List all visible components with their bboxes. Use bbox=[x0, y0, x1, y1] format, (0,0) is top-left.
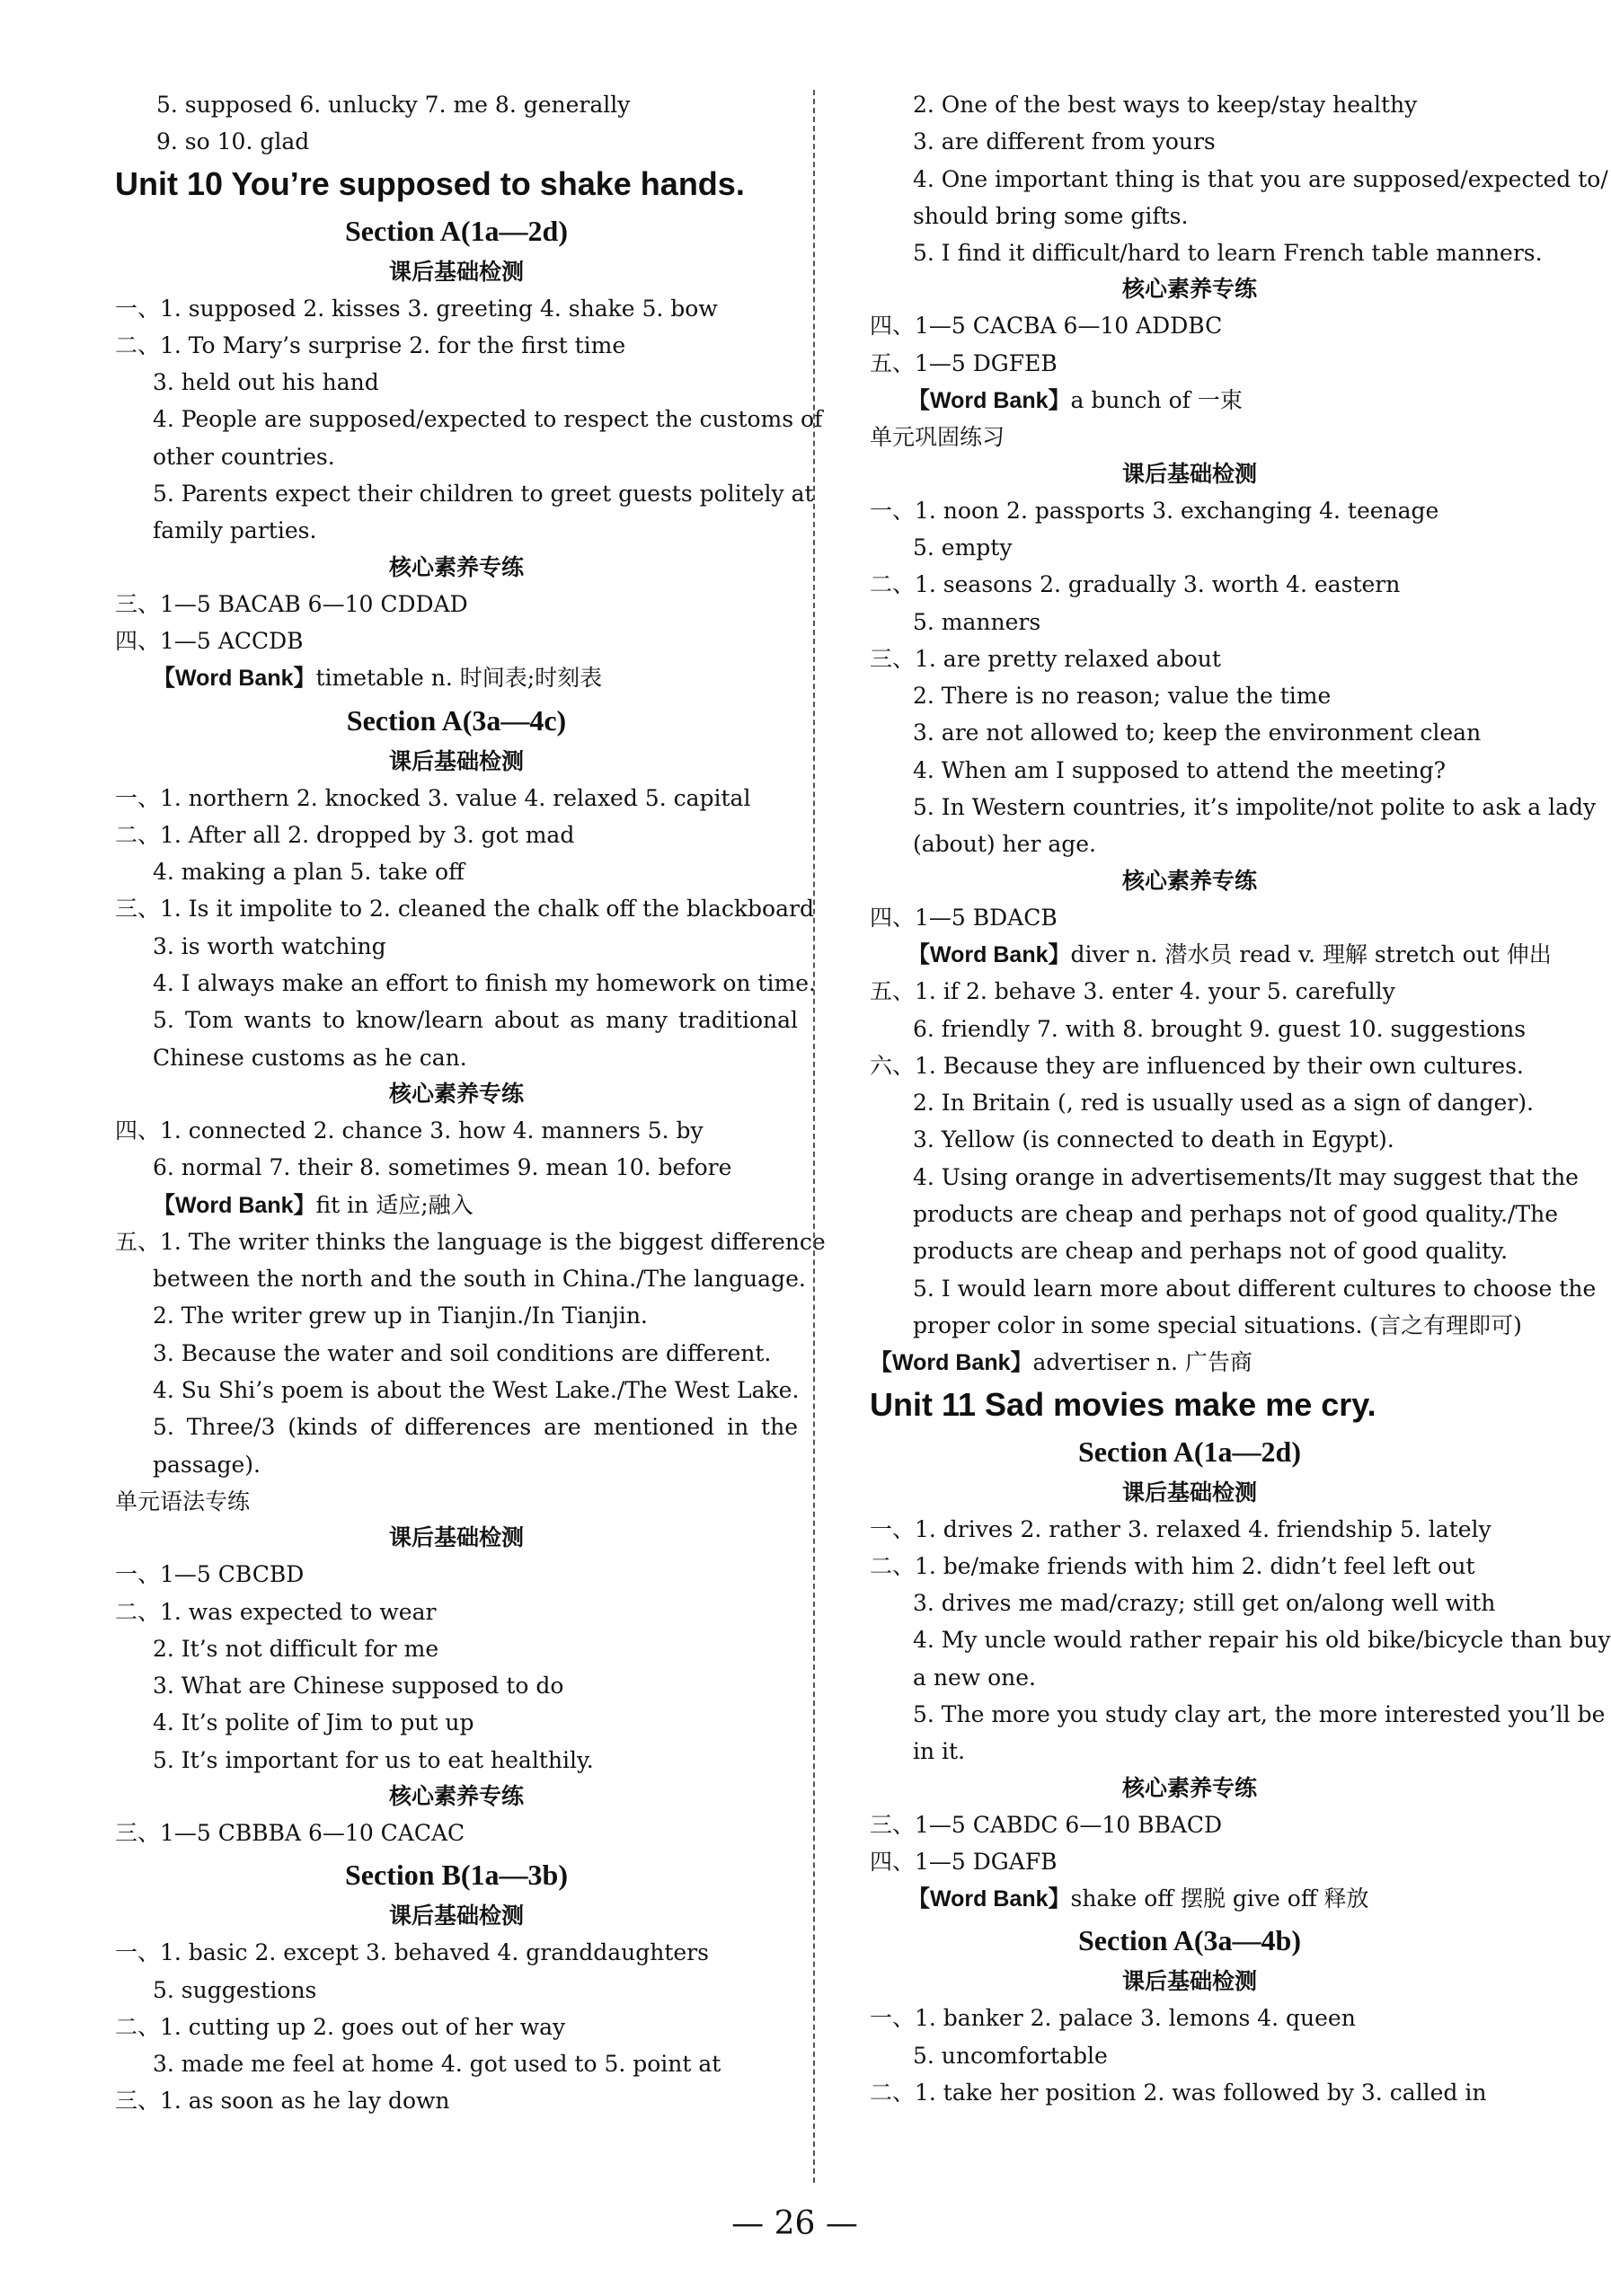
answer-line: 5. Three/3 (kinds of differences are mentioned in the bbox=[153, 1414, 798, 1441]
word-bank-entry: fit in 适应;融入 bbox=[315, 1191, 474, 1218]
answer-line: 4. My uncle would rather repair his old bike/bicycle than buy bbox=[913, 1627, 1611, 1654]
answer-line: 2. In Britain (, red is usually used as a sign of danger). bbox=[913, 1090, 1534, 1117]
answer-line: 一、1. banker 2. palace 3. lemons 4. queen bbox=[870, 2005, 1356, 2032]
subsection-heading: 课后基础检测 bbox=[388, 1524, 524, 1551]
subsection-heading: 课后基础检测 bbox=[388, 747, 524, 774]
answer-line: should bring some gifts. bbox=[913, 202, 1189, 229]
answer-line: 单元巩固练习 bbox=[870, 424, 1005, 451]
word-bank-entry: timetable n. 时间表;时刻表 bbox=[315, 665, 603, 692]
answer-line: family parties. bbox=[153, 517, 317, 544]
answer-line: passage). bbox=[153, 1451, 261, 1478]
answer-line: 二、1. be/make friends with him 2. didn’t feel left out bbox=[870, 1552, 1475, 1579]
answer-line: 六、1. Because they are influenced by their own cultures. bbox=[870, 1052, 1524, 1079]
word-bank-label: 【Word Bank】 bbox=[870, 1350, 1033, 1376]
answer-line: 9. so 10. glad bbox=[156, 128, 310, 155]
answer-line: 2. It’s not difficult for me bbox=[153, 1635, 439, 1662]
answer-line: 5. In Western countries, it’s impolite/not polite to ask a lady bbox=[913, 794, 1597, 821]
word-bank-line bbox=[115, 659, 798, 696]
answer-line: 5. supposed 6. unlucky 7. me 8. generally bbox=[156, 92, 631, 118]
word-bank-label: 【Word Bank】 bbox=[907, 1886, 1071, 1912]
word-bank-label: 【Word Bank】 bbox=[907, 388, 1071, 414]
answer-line: 5. It’s important for us to eat healthily. bbox=[153, 1746, 594, 1773]
answer-line: 3. are not allowed to; keep the environment clean bbox=[913, 720, 1482, 746]
answer-line: 二、1. cutting up 2. goes out of her way bbox=[115, 2013, 566, 2040]
answer-line: 一、1. noon 2. passports 3. exchanging 4. teenage bbox=[870, 497, 1439, 524]
word-bank-entry: shake off 摆脱 give off 释放 bbox=[1070, 1885, 1369, 1912]
section-heading: Section A(1a—2d) bbox=[1078, 1435, 1301, 1468]
answer-line: products are cheap and perhaps not of good quality./The bbox=[913, 1201, 1559, 1228]
right-column bbox=[870, 86, 1611, 2111]
answer-line: 3. Because the water and soil conditions are different. bbox=[153, 1339, 772, 1366]
answer-line: 3. are different from yours bbox=[913, 128, 1216, 155]
column-divider bbox=[813, 90, 815, 2183]
answer-line: other countries. bbox=[153, 443, 335, 470]
answer-line: 3. made me feel at home 4. got used to 5. point at bbox=[153, 2051, 721, 2078]
unit-heading: Unit 11 Sad movies make me cry. bbox=[870, 1385, 1376, 1423]
answer-line: 四、1—5 CACBA 6—10 ADDBC bbox=[870, 313, 1223, 340]
left-column bbox=[115, 86, 826, 2120]
answer-line: 5. suggestions bbox=[153, 1976, 317, 2003]
section-heading: Section B(1a—3b) bbox=[345, 1859, 568, 1892]
word-bank-label: 【Word Bank】 bbox=[153, 666, 316, 692]
answer-line: 4. It’s polite of Jim to put up bbox=[153, 1709, 474, 1736]
answer-line: 3. drives me mad/crazy; still get on/along well with bbox=[913, 1590, 1496, 1617]
answer-line: in it. bbox=[913, 1738, 966, 1765]
answer-line: (about) her age. bbox=[913, 831, 1097, 858]
answer-line: 5. empty bbox=[913, 534, 1013, 561]
subsection-heading: 核心素养专练 bbox=[1121, 1774, 1257, 1801]
subsection-heading: 课后基础检测 bbox=[1121, 1479, 1257, 1506]
answer-line: 5. Parents expect their children to greet guests politely at bbox=[153, 481, 814, 508]
answer-line: 4. I always make an effort to finish my homework on time. bbox=[153, 970, 816, 997]
answer-line: 2. There is no reason; value the time bbox=[913, 683, 1332, 710]
answer-line: 2. One of the best ways to keep/stay healthy bbox=[913, 92, 1418, 118]
answer-line: 4. One important thing is that you are supposed/expected to/ bbox=[913, 165, 1608, 192]
answer-line: between the north and the south in China./The language. bbox=[153, 1266, 806, 1293]
answer-line: 二、1. take her position 2. was followed by 3. called in bbox=[870, 2080, 1487, 2106]
answer-line: 一、1. northern 2. knocked 3. value 4. relaxed 5. capital bbox=[115, 784, 751, 811]
answer-line: 2. The writer grew up in Tianjin./In Tianjin. bbox=[153, 1303, 648, 1329]
answer-line: 4. making a plan 5. take off bbox=[153, 859, 465, 886]
word-bank-line bbox=[870, 936, 1552, 973]
subsection-heading: 课后基础检测 bbox=[388, 258, 524, 285]
subsection-heading: 课后基础检测 bbox=[1121, 460, 1257, 487]
answer-line: 一、1. supposed 2. kisses 3. greeting 4. shake 5. bow bbox=[115, 295, 718, 322]
answer-line: 一、1—5 CBCBD bbox=[115, 1561, 305, 1588]
word-bank-line bbox=[115, 1187, 798, 1223]
word-bank-line bbox=[870, 382, 1509, 419]
subsection-heading: 课后基础检测 bbox=[388, 1903, 524, 1930]
answer-line: 4. When am I supposed to attend the meeting? bbox=[913, 756, 1447, 783]
answer-line: 3. What are Chinese supposed to do bbox=[153, 1673, 564, 1700]
subsection-heading: 核心素养专练 bbox=[1121, 276, 1257, 303]
subsection-heading: 课后基础检测 bbox=[1121, 1968, 1257, 1995]
answer-line: 二、1. To Mary’s surprise 2. for the first time bbox=[115, 331, 626, 358]
section-heading: Section A(1a—2d) bbox=[345, 214, 568, 247]
answer-line: 单元语法专练 bbox=[115, 1488, 251, 1514]
subsection-heading: 核心素养专练 bbox=[388, 1080, 524, 1107]
answer-line: 5. uncomfortable bbox=[913, 2042, 1108, 2069]
word-bank-label: 【Word Bank】 bbox=[907, 941, 1071, 967]
unit-heading: Unit 10 You’re supposed to shake hands. bbox=[115, 164, 745, 202]
answer-line: 一、1. drives 2. rather 3. relaxed 4. friendship 5. lately bbox=[870, 1515, 1492, 1542]
answer-line: 4. People are supposed/expected to respect the customs of bbox=[153, 406, 823, 433]
answer-line: 6. normal 7. their 8. sometimes 9. mean 10. before bbox=[153, 1154, 732, 1181]
subsection-heading: 核心素养专练 bbox=[1121, 867, 1257, 894]
answer-line: 三、1. are pretty relaxed about bbox=[870, 645, 1221, 672]
page-number: — 26 — bbox=[731, 2205, 858, 2242]
answer-line: 5. I would learn more about different cultures to choose the bbox=[913, 1275, 1597, 1302]
answer-line: 五、1. if 2. behave 3. enter 4. your 5. carefully bbox=[870, 978, 1395, 1005]
answer-line: 5. Tom wants to know/learn about as many traditional bbox=[153, 1007, 798, 1034]
answer-line: 三、1. Is it impolite to 2. cleaned the chalk off the blackboard bbox=[115, 896, 814, 923]
answer-line: 四、1. connected 2. chance 3. how 4. manners 5. by bbox=[115, 1117, 704, 1144]
answer-line: proper color in some special situations. (言之有理即可) bbox=[913, 1311, 1522, 1338]
answer-line: 4. Using orange in advertisements/It may suggest that the bbox=[913, 1163, 1579, 1190]
word-bank-entry: advertiser n. 广告商 bbox=[1032, 1349, 1253, 1376]
answer-line: 二、1. was expected to wear bbox=[115, 1598, 437, 1625]
answer-line: 3. Yellow (is connected to death in Egypt). bbox=[913, 1126, 1394, 1153]
answer-line: 一、1. basic 2. except 3. behaved 4. granddaughters bbox=[115, 1939, 709, 1966]
answer-line: 3. is worth watching bbox=[153, 932, 386, 959]
answer-line: 三、1—5 BACAB 6—10 CDDAD bbox=[115, 590, 468, 617]
answer-line: 二、1. After all 2. dropped by 3. got mad bbox=[115, 821, 575, 848]
section-heading: Section A(3a—4c) bbox=[346, 703, 567, 737]
answer-line: 6. friendly 7. with 8. brought 9. guest 10. suggestions bbox=[913, 1015, 1527, 1042]
answer-line: 四、1—5 BDACB bbox=[870, 904, 1058, 931]
word-bank-entry: diver n. 潜水员 read v. 理解 stretch out 伸出 bbox=[1070, 940, 1552, 967]
answer-line: 5. I find it difficult/hard to learn French table manners. bbox=[913, 240, 1543, 267]
answer-line: 3. held out his hand bbox=[153, 369, 379, 396]
answer-line: 五、1—5 DGFEB bbox=[870, 349, 1058, 376]
subsection-heading: 核心素养专练 bbox=[388, 553, 524, 580]
word-bank-line bbox=[870, 1880, 1509, 1917]
answer-line: 五、1. The writer thinks the language is the biggest difference bbox=[115, 1228, 826, 1255]
answer-line: Chinese customs as he can. bbox=[153, 1044, 467, 1071]
word-bank-label: 【Word Bank】 bbox=[153, 1192, 316, 1218]
answer-line: 4. Su Shi’s poem is about the West Lake./The West Lake. bbox=[153, 1377, 800, 1404]
subsection-heading: 核心素养专练 bbox=[388, 1782, 524, 1809]
answer-line: 三、1—5 CABDC 6—10 BBACD bbox=[870, 1811, 1223, 1838]
answer-line: 二、1. seasons 2. gradually 3. worth 4. eastern bbox=[870, 571, 1401, 598]
answer-line: a new one. bbox=[913, 1664, 1036, 1691]
word-bank-line bbox=[870, 1344, 1509, 1381]
answer-line: 5. The more you study clay art, the more interested you’ll be bbox=[913, 1700, 1606, 1727]
answer-line: products are cheap and perhaps not of good quality. bbox=[913, 1238, 1509, 1265]
answer-line: 三、1. as soon as he lay down bbox=[115, 2088, 450, 2115]
section-heading: Section A(3a—4b) bbox=[1078, 1924, 1301, 1957]
answer-line: 三、1—5 CBBBA 6—10 CACAC bbox=[115, 1819, 465, 1846]
word-bank-entry: a bunch of 一束 bbox=[1070, 387, 1243, 414]
answer-line: 四、1—5 DGAFB bbox=[870, 1848, 1058, 1875]
answer-line: 四、1—5 ACCDB bbox=[115, 627, 304, 654]
answer-line: 5. manners bbox=[913, 608, 1041, 635]
